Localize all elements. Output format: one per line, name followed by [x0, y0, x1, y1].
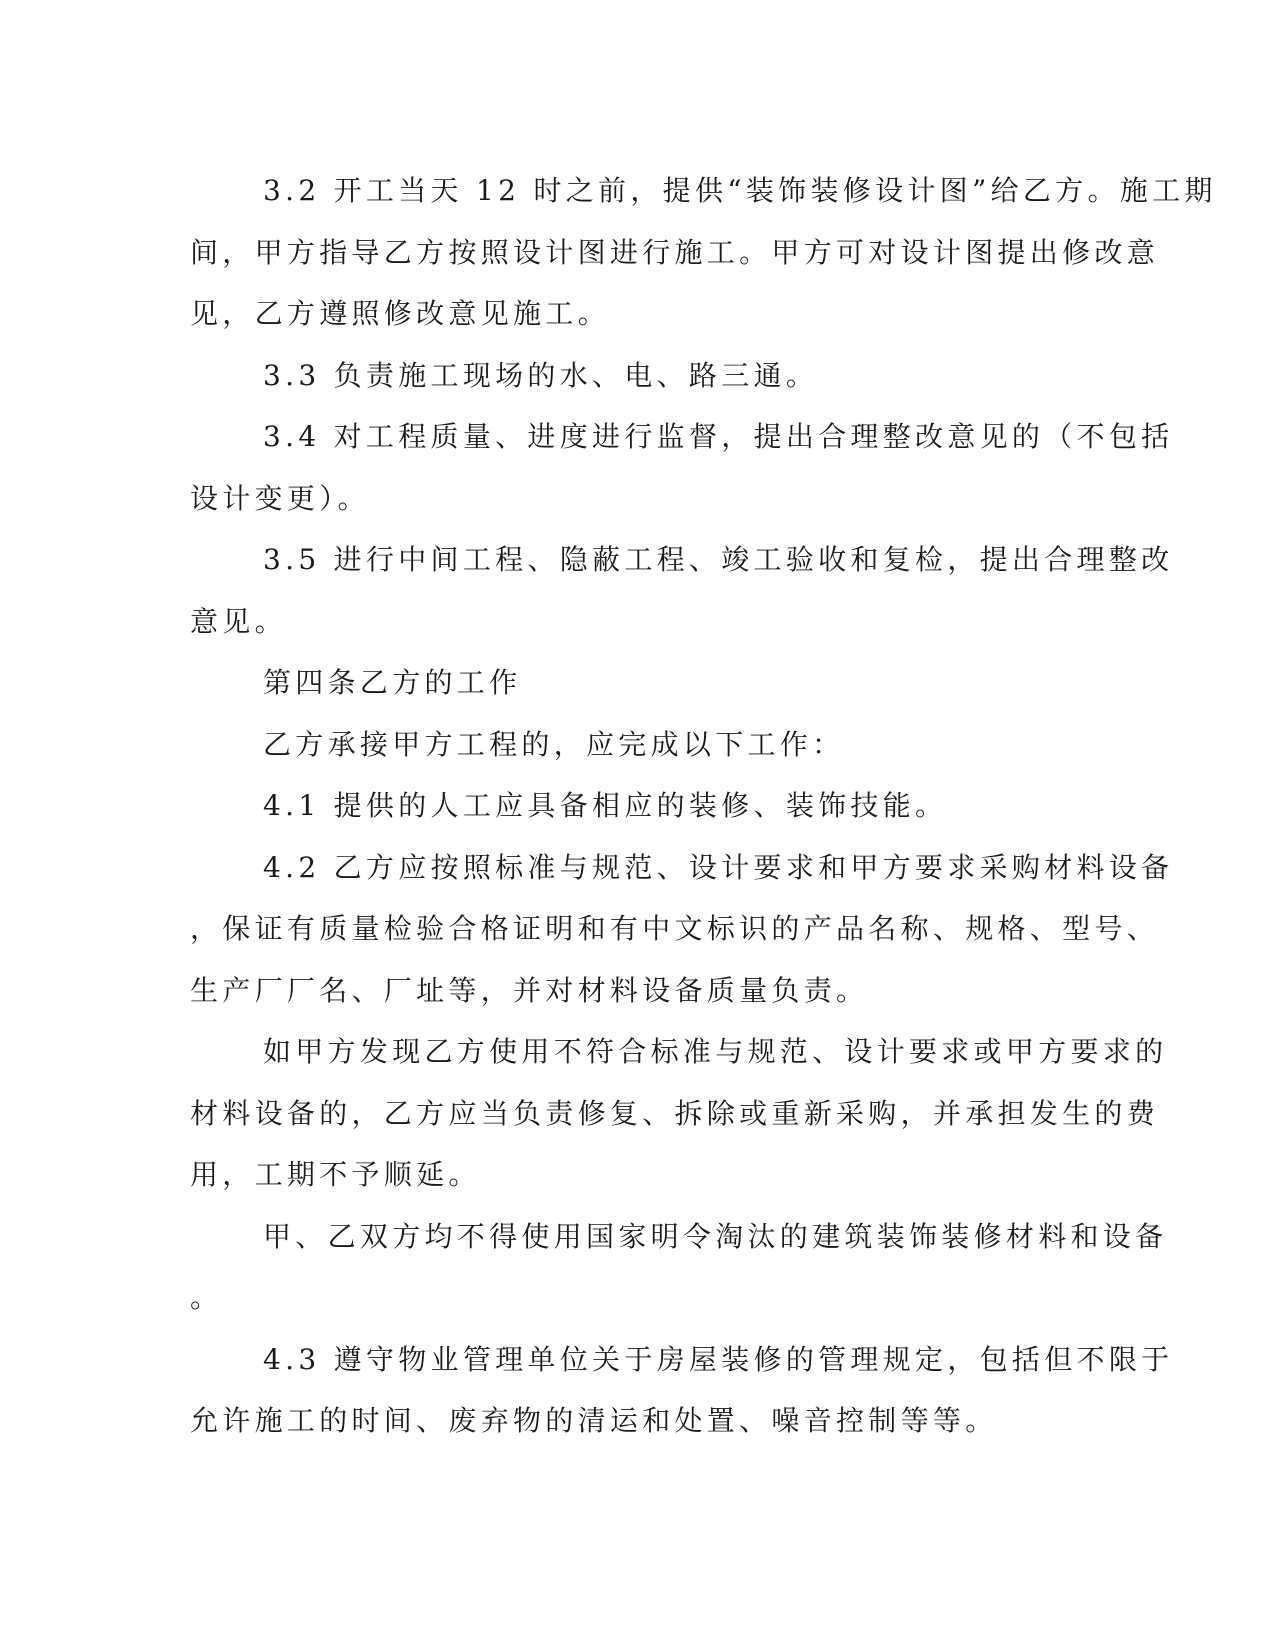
text-line: 允许施工的时间、废弃物的清运和处置、噪音控制等等。	[190, 1404, 998, 1437]
text-line: 乙方承接甲方工程的，应完成以下工作：	[263, 727, 845, 761]
text-line: 设计变更）。	[190, 481, 370, 515]
text-line: 。	[190, 1281, 223, 1314]
text-line: 用，工期不予顺延。	[190, 1158, 481, 1191]
text-line: 意见。	[190, 604, 287, 638]
text-line: 如甲方发现乙方使用不符合标准与规范、设计要求或甲方要求的	[263, 1035, 1168, 1068]
text-line: 3.4 对工程质量、进度进行监督，提出合理整改意见的（不包括	[263, 420, 1174, 453]
section-heading: 第四条乙方的工作	[263, 666, 522, 699]
text-line: 材料设备的，乙方应当负责修复、拆除或重新采购，并承担发生的费	[190, 1096, 1160, 1130]
document-body	[190, 160, 1217, 1452]
text-line: 3.2 开工当天 12 时之前，提供“装饰装修设计图”给乙方。施工期	[263, 174, 1217, 207]
text-line: 4.3 遵守物业管理单位关于房屋装修的管理规定，包括但不限于	[263, 1342, 1174, 1376]
text-line: 生产厂厂名、厂址等，并对材料设备质量负责。	[190, 973, 869, 1007]
text-line: 3.5 进行中间工程、隐蔽工程、竣工验收和复检，提出合理整改	[263, 543, 1174, 576]
text-line: 4.1 提供的人工应具备相应的装修、装饰技能。	[263, 789, 948, 822]
text-line: 甲、乙双方均不得使用国家明令淘汰的建筑装饰装修材料和设备	[263, 1219, 1168, 1253]
text-line: 4.2 乙方应按照标准与规范、设计要求和甲方要求采购材料设备	[263, 850, 1174, 884]
text-line: ，保证有质量检验合格证明和有中文标识的产品名称、规格、型号、	[190, 912, 1160, 945]
text-line: 见，乙方遵照修改意见施工。	[190, 297, 610, 330]
text-line: 间，甲方指导乙方按照设计图进行施工。甲方可对设计图提出修改意	[190, 235, 1160, 269]
text-line: 3.3 负责施工现场的水、电、路三通。	[263, 358, 819, 392]
